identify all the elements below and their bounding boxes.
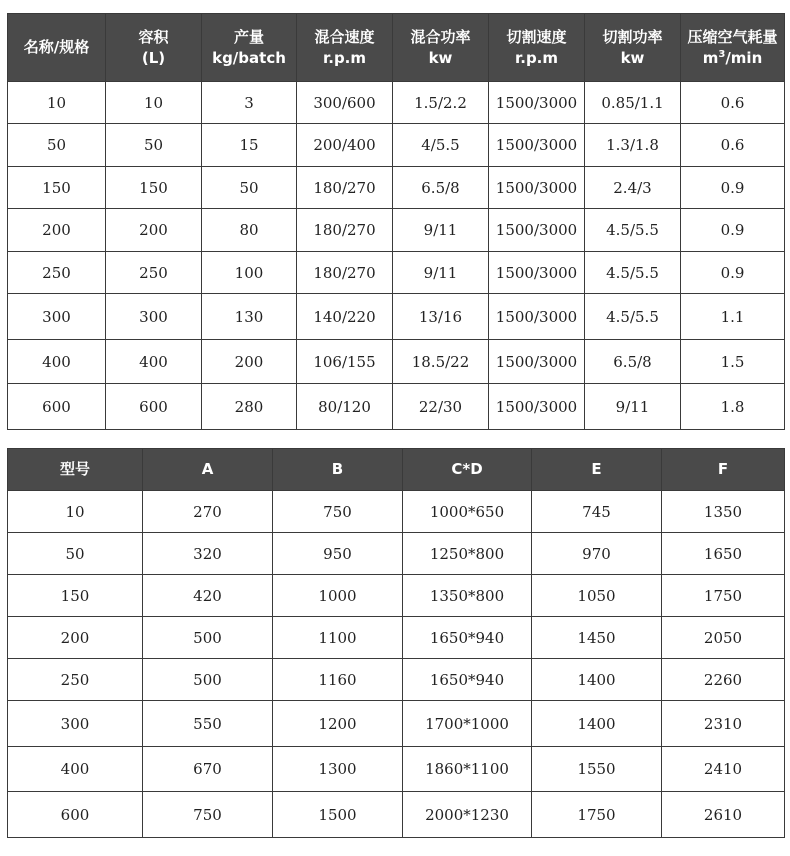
spec-table-cell: 0.9 xyxy=(681,209,785,252)
dim-table-cell: 1400 xyxy=(532,659,662,701)
spec-table-cell: 140/220 xyxy=(297,294,393,340)
spec-table-cell: 2.4/3 xyxy=(585,167,681,209)
spec-header-line2: r.p.m xyxy=(514,48,559,67)
spec-header-cell xyxy=(585,14,681,82)
dim-table-row xyxy=(8,491,785,533)
spec-table-cell: 400 xyxy=(8,340,106,384)
spec-table-cell: 18.5/22 xyxy=(393,340,489,384)
dim-table-row xyxy=(8,533,785,575)
dim-table-cell: 745 xyxy=(532,491,662,533)
spec-table-cell: 106/155 xyxy=(297,340,393,384)
spec-table-row xyxy=(8,124,785,167)
spec-table-cell: 200 xyxy=(8,209,106,252)
dim-table-cell: 50 xyxy=(8,533,143,575)
spec-header-line2: kg/batch xyxy=(212,48,286,67)
spec-table-cell: 600 xyxy=(106,384,202,430)
dim-table-cell: 750 xyxy=(143,792,273,838)
spec-table-cell: 1.5 xyxy=(681,340,785,384)
dim-table-row xyxy=(8,575,785,617)
spec-table-cell: 15 xyxy=(202,124,297,167)
dim-table-cell: 200 xyxy=(8,617,143,659)
spec-header-line2: (L) xyxy=(141,48,166,67)
spec-table-cell: 100 xyxy=(202,252,297,294)
spec-table-cell: 200/400 xyxy=(297,124,393,167)
spec-header-cell xyxy=(8,14,106,82)
dim-table-cell: 1860*1100 xyxy=(403,747,532,792)
dim-table-cell: 550 xyxy=(143,701,273,747)
dim-table-cell: 950 xyxy=(273,533,403,575)
spec-table-cell: 1.5/2.2 xyxy=(393,82,489,124)
spec-table-row xyxy=(8,384,785,430)
spec-header-line2: r.p.m xyxy=(322,48,367,67)
spec-table-cell: 200 xyxy=(202,340,297,384)
spec-table-cell: 1500/3000 xyxy=(489,340,585,384)
spec-table-cell: 150 xyxy=(106,167,202,209)
spec-table-cell: 9/11 xyxy=(585,384,681,430)
dim-table-cell: 500 xyxy=(143,617,273,659)
spec-table-cell: 300 xyxy=(106,294,202,340)
spec-table-cell: 180/270 xyxy=(297,252,393,294)
spec-table-cell: 22/30 xyxy=(393,384,489,430)
spec-table-cell: 130 xyxy=(202,294,297,340)
spec-header-line2: m xyxy=(702,48,719,67)
dim-table-cell: 150 xyxy=(8,575,143,617)
spec-table-cell: 1.3/1.8 xyxy=(585,124,681,167)
spec-header-line1: 切割功率 xyxy=(602,27,663,46)
spec-header-line2: kw xyxy=(428,48,453,67)
dim-table-cell: 2050 xyxy=(662,617,785,659)
spec-table-cell: 1500/3000 xyxy=(489,294,585,340)
spec-table-cell: 1500/3000 xyxy=(489,167,585,209)
spec-table-cell: 1500/3000 xyxy=(489,384,585,430)
spec-table-cell: 400 xyxy=(106,340,202,384)
dim-table-cell: 2000*1230 xyxy=(403,792,532,838)
spec-table-cell: 150 xyxy=(8,167,106,209)
dim-table-cell: 1400 xyxy=(532,701,662,747)
spec-header-line1: 压缩空气耗量 xyxy=(687,27,778,46)
spec-header-line2: kw xyxy=(620,48,645,67)
spec-table-row xyxy=(8,252,785,294)
spec-table-row xyxy=(8,209,785,252)
spec-table-cell: 280 xyxy=(202,384,297,430)
spec-table-cell: 180/270 xyxy=(297,167,393,209)
spec-table-cell: 6.5/8 xyxy=(393,167,489,209)
dim-table-cell: 1250*800 xyxy=(403,533,532,575)
dim-header-cell: A xyxy=(143,449,273,491)
spec-table-cell: 250 xyxy=(106,252,202,294)
spec-header-line2-suffix: /min xyxy=(725,48,763,67)
spec-table-cell: 600 xyxy=(8,384,106,430)
spec-table-cell: 4/5.5 xyxy=(393,124,489,167)
dim-table-cell: 1100 xyxy=(273,617,403,659)
spec-header-cell xyxy=(489,14,585,82)
dim-table-cell: 1350*800 xyxy=(403,575,532,617)
dim-table-cell: 1750 xyxy=(662,575,785,617)
spec-header-line1: 切割速度 xyxy=(506,27,567,46)
dim-table-cell: 1700*1000 xyxy=(403,701,532,747)
dim-header-cell: F xyxy=(662,449,785,491)
dimension-table xyxy=(7,448,785,838)
dim-table-cell: 10 xyxy=(8,491,143,533)
dim-table-cell: 670 xyxy=(143,747,273,792)
spec-header-line1: 名称/规格 xyxy=(23,38,90,56)
spec-table-cell: 4.5/5.5 xyxy=(585,209,681,252)
spec-table-cell: 0.9 xyxy=(681,252,785,294)
dim-table-cell: 250 xyxy=(8,659,143,701)
spec-table-cell: 50 xyxy=(202,167,297,209)
spec-header-cell xyxy=(393,14,489,82)
spec-header-cell xyxy=(297,14,393,82)
dim-table-cell: 970 xyxy=(532,533,662,575)
spec-table-cell: 10 xyxy=(8,82,106,124)
spec-table-cell: 180/270 xyxy=(297,209,393,252)
spec-table-cell: 80/120 xyxy=(297,384,393,430)
dim-header-cell: C*D xyxy=(403,449,532,491)
spec-table-cell: 1500/3000 xyxy=(489,82,585,124)
spec-table-cell: 0.6 xyxy=(681,82,785,124)
dim-table-cell: 1050 xyxy=(532,575,662,617)
spec-table-cell: 1500/3000 xyxy=(489,124,585,167)
spec-table-cell: 0.9 xyxy=(681,167,785,209)
spec-table-cell: 4.5/5.5 xyxy=(585,252,681,294)
dim-table-row xyxy=(8,617,785,659)
dim-table-cell: 1650*940 xyxy=(403,659,532,701)
spec-table-cell: 200 xyxy=(106,209,202,252)
dim-header-cell: 型号 xyxy=(8,449,143,491)
spec-header-line1: 混合功率 xyxy=(410,27,471,46)
spec-table-row xyxy=(8,294,785,340)
dim-table-cell: 420 xyxy=(143,575,273,617)
dim-table-cell: 2610 xyxy=(662,792,785,838)
spec-table-row xyxy=(8,167,785,209)
dim-header-cell: B xyxy=(273,449,403,491)
dim-table-cell: 1000 xyxy=(273,575,403,617)
dim-table-cell: 500 xyxy=(143,659,273,701)
dim-header-row xyxy=(8,449,785,491)
dim-table-cell: 320 xyxy=(143,533,273,575)
dim-table-cell: 2410 xyxy=(662,747,785,792)
dim-table-cell: 750 xyxy=(273,491,403,533)
dim-table-cell: 600 xyxy=(8,792,143,838)
specification-table xyxy=(7,13,785,430)
spec-table-cell: 6.5/8 xyxy=(585,340,681,384)
spec-header-cell xyxy=(681,14,785,82)
spec-table-row xyxy=(8,82,785,124)
spec-table-cell: 10 xyxy=(106,82,202,124)
spec-table-cell: 50 xyxy=(106,124,202,167)
dim-table-cell: 1650*940 xyxy=(403,617,532,659)
spec-table-cell: 9/11 xyxy=(393,209,489,252)
spec-table-cell: 4.5/5.5 xyxy=(585,294,681,340)
spec-table-cell: 80 xyxy=(202,209,297,252)
spec-header-line1: 容积 xyxy=(138,27,169,46)
dim-table-cell: 2310 xyxy=(662,701,785,747)
dim-table-cell: 400 xyxy=(8,747,143,792)
dim-table-cell: 1550 xyxy=(532,747,662,792)
dim-table-cell: 1750 xyxy=(532,792,662,838)
spec-header-cell xyxy=(202,14,297,82)
spec-table-cell: 3 xyxy=(202,82,297,124)
spec-header-cell xyxy=(106,14,202,82)
dim-table-cell: 1300 xyxy=(273,747,403,792)
dim-table-row xyxy=(8,747,785,792)
dim-table-cell: 270 xyxy=(143,491,273,533)
spec-table-cell: 0.85/1.1 xyxy=(585,82,681,124)
spec-table-cell: 0.6 xyxy=(681,124,785,167)
spec-table-cell: 250 xyxy=(8,252,106,294)
spec-table-cell: 13/16 xyxy=(393,294,489,340)
spec-header-line1: 混合速度 xyxy=(314,27,375,46)
spec-table-cell: 1500/3000 xyxy=(489,209,585,252)
spec-header-row xyxy=(8,14,785,82)
spec-table-cell: 9/11 xyxy=(393,252,489,294)
dim-header-cell: E xyxy=(532,449,662,491)
spec-table-body xyxy=(8,82,785,430)
dim-table-cell: 1160 xyxy=(273,659,403,701)
spec-table-cell: 1.8 xyxy=(681,384,785,430)
spec-header-line1: 产量 xyxy=(233,27,264,46)
dim-table-cell: 300 xyxy=(8,701,143,747)
spec-table-cell: 300/600 xyxy=(297,82,393,124)
dim-table-row xyxy=(8,659,785,701)
spec-table-cell: 50 xyxy=(8,124,106,167)
dim-table-cell: 1650 xyxy=(662,533,785,575)
spec-table-cell: 1500/3000 xyxy=(489,252,585,294)
dim-table-cell: 1450 xyxy=(532,617,662,659)
spec-header-superscript: 3 xyxy=(718,48,726,60)
dim-table-cell: 1350 xyxy=(662,491,785,533)
dim-table-row xyxy=(8,792,785,838)
dim-table-cell: 2260 xyxy=(662,659,785,701)
dim-table-body xyxy=(8,491,785,838)
dim-table-cell: 1500 xyxy=(273,792,403,838)
dim-table-cell: 1000*650 xyxy=(403,491,532,533)
dim-table-row xyxy=(8,701,785,747)
spec-table-cell: 300 xyxy=(8,294,106,340)
spec-table-cell: 1.1 xyxy=(681,294,785,340)
spec-table-row xyxy=(8,340,785,384)
dim-table-cell: 1200 xyxy=(273,701,403,747)
